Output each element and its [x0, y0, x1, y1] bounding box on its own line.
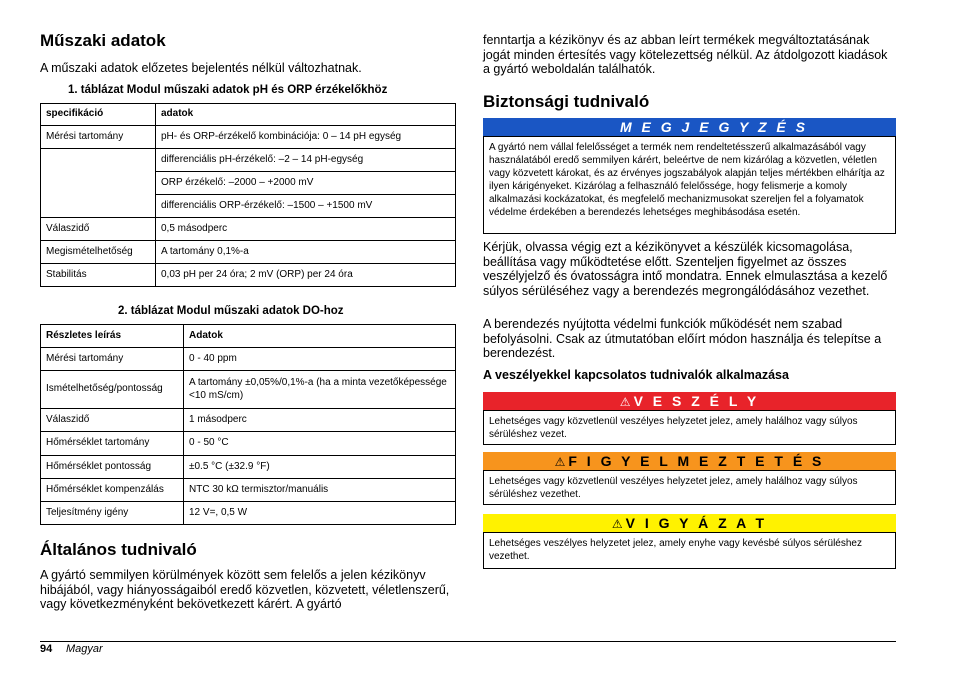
table-row	[41, 195, 456, 218]
table-cell: Megismételhetőség	[41, 241, 156, 264]
table1-caption: 1. táblázat Modul műszaki adatok pH és ORP érzékelőkhöz	[68, 84, 388, 96]
danger-title: V E S Z É L Y	[633, 393, 760, 409]
danger-bar	[483, 392, 896, 410]
table-row	[41, 371, 456, 409]
table-header-cell: Adatok	[184, 325, 456, 348]
table-cell: Mérési tartomány	[41, 348, 184, 371]
table-cell: Hőmérséklet pontosság	[41, 456, 184, 479]
table-row	[41, 264, 456, 287]
notice-title: M E G J E G Y Z É S	[620, 119, 808, 135]
section-heading-safety: Biztonsági tudnivaló	[483, 92, 650, 111]
table-cell	[41, 149, 156, 172]
table-cell: 0 - 50 °C	[184, 432, 456, 456]
table2-caption: 2. táblázat Modul műszaki adatok DO-hoz	[118, 305, 344, 317]
warning-title: F I G Y E L M E Z T E T É S	[568, 453, 825, 469]
warning-triangle-icon: ⚠	[611, 517, 623, 531]
warning-bar	[483, 452, 896, 470]
table-row	[41, 126, 456, 149]
table-cell: differenciális pH-érzékelő: –2 – 14 pH-egység	[156, 149, 456, 172]
table-header-row	[41, 104, 456, 126]
table-cell: Mérési tartomány	[41, 126, 156, 149]
footer-language: Magyar	[66, 643, 103, 655]
table-cell: Hőmérséklet tartomány	[41, 432, 184, 456]
table-cell: 0,03 pH per 24 óra; 2 mV (ORP) per 24 óra	[156, 264, 456, 287]
notice-box	[483, 136, 896, 234]
table-cell: ±0.5 °C (±32.9 °F)	[184, 456, 456, 479]
table-header-row	[41, 325, 456, 348]
table-header-cell: adatok	[156, 104, 456, 126]
danger-box	[483, 410, 896, 445]
general-text: A gyártó semmilyen körülmények között sem felelős a jelen kézikönyv hibájából, vagy hiányosságaiból eredő közvetlen, közvetett, véletlenszerű, vagy következményként bekövetkezett kárért. A gyártó	[40, 568, 450, 611]
table-row	[41, 172, 456, 195]
table-row	[41, 409, 456, 432]
table-row	[41, 479, 456, 502]
table-cell: Hőmérséklet kompenzálás	[41, 479, 184, 502]
page-number: 94	[40, 643, 53, 655]
caution-bar	[483, 514, 896, 532]
table-header-cell: Részletes leírás	[41, 325, 184, 348]
table-cell: NTC 30 kΩ termisztor/manuális	[184, 479, 456, 502]
table-cell: A tartomány ±0,05%/0,1%-a (ha a minta vezetőképessége <10 mS/cm)	[184, 371, 456, 409]
warning-box	[483, 470, 896, 505]
warning-triangle-icon: ⚠	[619, 395, 631, 409]
notice-text: A gyártó nem vállal felelősséget a termék nem rendeltetésszerű alkalmazásából vagy használatából eredő semmilyen kárért, beleértve de nem kizárólag a közvetlen, véletlen vagy közvetett károkat, és az érvényes jogszabályok alapján teljes mértékben elhárítja az ilyen kárigényeket. Kizárólag a felhasználó felelőssége, hogy felismerje a komoly alkalmazási kockázatokat, és megfelelő mechanizmusokat szereljen fel a folyamatok védelme érdekében a berendezés lehetséges meghibásodása esetén.	[489, 142, 885, 218]
notice-bar	[483, 118, 896, 136]
caution-text: Lehetséges veszélyes helyzetet jelez, amely enyhe vagy kevésbé súlyos sérüléshez vezethet.	[489, 538, 862, 562]
section-heading-specs: Műszaki adatok	[40, 31, 166, 50]
continued-text: fenntartja a kézikönyv és az abban leírt termékek megváltoztatásának jogát minden értesítés vagy kötelezettség nélkül. Az átdolgozott kiadások a gyártó weboldalán találhatók.	[483, 33, 888, 76]
table-row	[41, 149, 456, 172]
table-cell: Stabilitás	[41, 264, 156, 287]
specs-intro: A műszaki adatok előzetes bejelentés nélkül változhatnak.	[40, 61, 362, 75]
table-cell: pH- és ORP-érzékelő kombinációja: 0 – 14 pH egység	[156, 126, 456, 149]
table-cell: 12 V=, 0,5 W	[184, 502, 456, 525]
warning-triangle-icon: ⚠	[554, 455, 566, 469]
table-cell: 0 - 40 ppm	[184, 348, 456, 371]
table-cell: 0,5 másodperc	[156, 218, 456, 241]
table-cell: differenciális ORP-érzékelő: –1500 – +1500 mV	[156, 195, 456, 218]
table-header-cell: specifikáció	[41, 104, 156, 126]
table-row	[41, 502, 456, 525]
table-row	[41, 348, 456, 371]
footer-divider	[40, 641, 896, 642]
table-row	[41, 456, 456, 479]
hazard-heading: A veszélyekkel kapcsolatos tudnivalók alkalmazása	[483, 368, 789, 382]
table-row	[41, 432, 456, 456]
table-cell: Válaszidő	[41, 409, 184, 432]
section-heading-general: Általános tudnivaló	[40, 540, 197, 559]
table-cell: ORP érzékelő: –2000 – +2000 mV	[156, 172, 456, 195]
table-cell	[41, 195, 156, 218]
table-cell: Válaszidő	[41, 218, 156, 241]
table-cell: A tartomány 0,1%-a	[156, 241, 456, 264]
table-cell: Ismételhetőség/pontosság	[41, 371, 184, 409]
caution-box	[483, 532, 896, 569]
safety-paragraph-2: A berendezés nyújtotta védelmi funkciók működését nem szabad befolyásolni. Csak az útmutatóban előírt módon használja és telepítse a berendezést.	[483, 317, 882, 360]
table2	[40, 324, 456, 525]
safety-paragraph-1: Kérjük, olvassa végig ezt a kézikönyvet a készülék kicsomagolása, beállítása vagy működtetése előtt. Szenteljen figyelmet az összes veszélyjelző és óvatosságra intő mondatra. Ennek elmulasztása a kezelő súlyos sérüléséhez vagy a berendezés megrongálódásához vezethet.	[483, 240, 888, 298]
table1	[40, 103, 456, 287]
table-row	[41, 241, 456, 264]
table-row	[41, 218, 456, 241]
caution-title: V I G Y Á Z A T	[625, 515, 768, 531]
table-cell: 1 másodperc	[184, 409, 456, 432]
danger-text: Lehetséges vagy közvetlenül veszélyes helyzetet jelez, amely halálhoz vagy súlyos sérüléshez vezet.	[489, 416, 858, 440]
table-cell: Teljesítmény igény	[41, 502, 184, 525]
table-cell	[41, 172, 156, 195]
warning-text: Lehetséges vagy közvetlenül veszélyes helyzetet jelez, amely halálhoz vagy súlyos sérüléshez vezethet.	[489, 476, 858, 500]
